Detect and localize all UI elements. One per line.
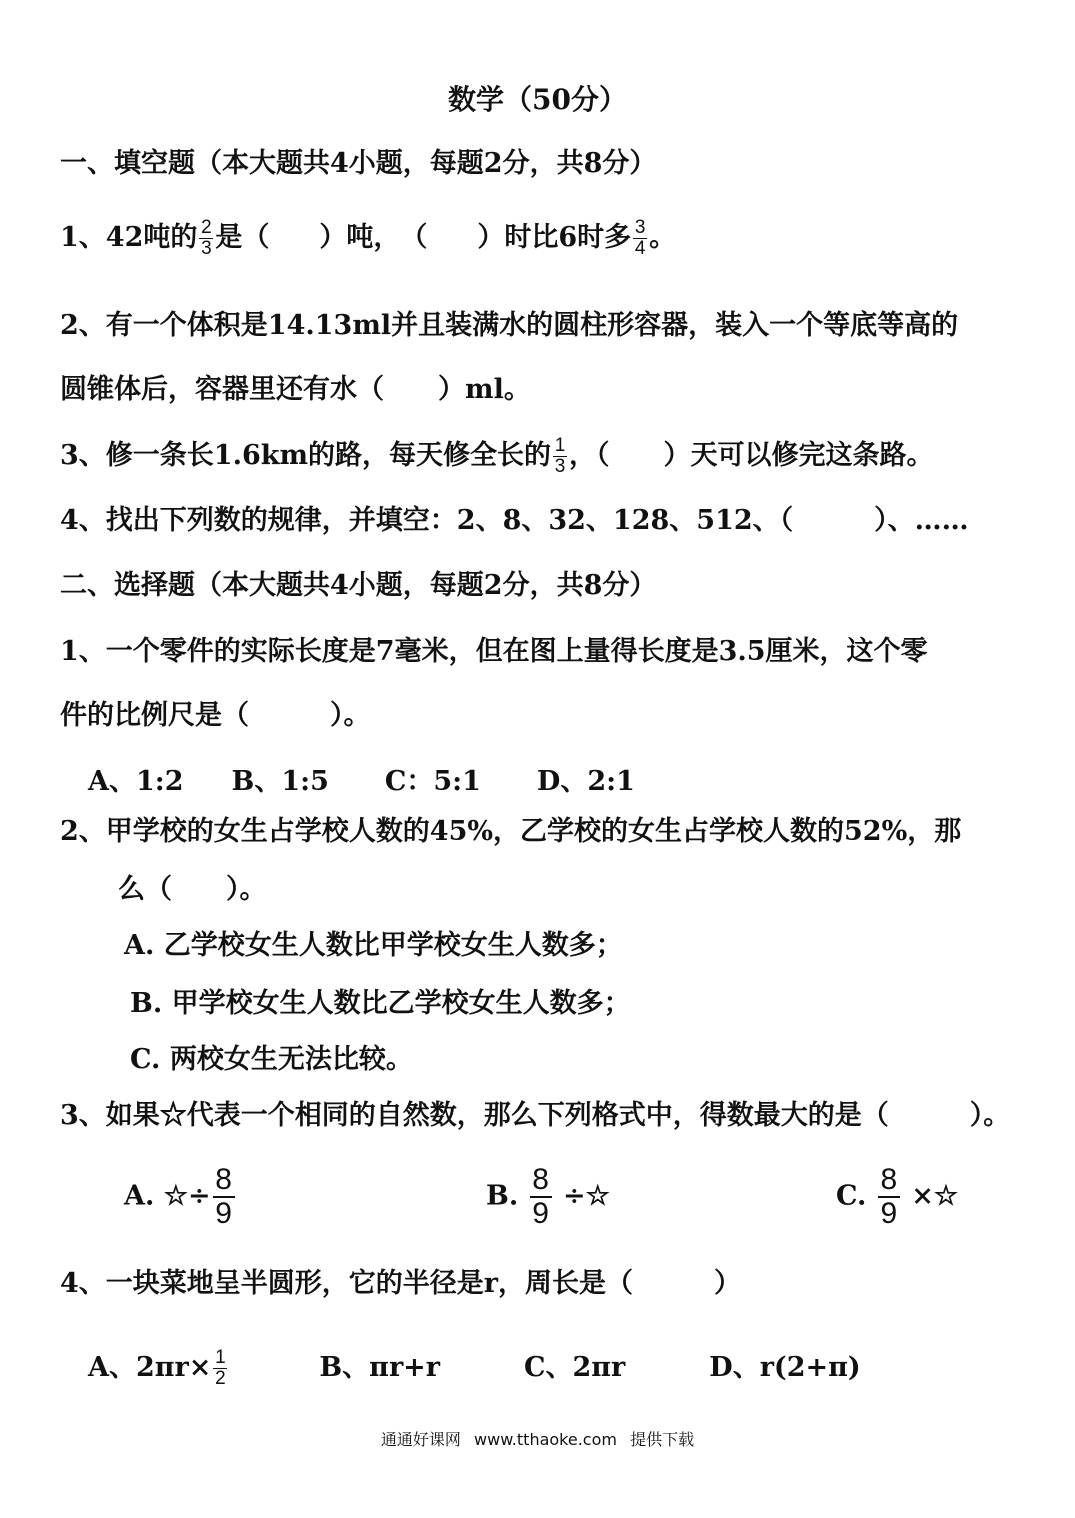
option-d: D、2:1 [536, 766, 635, 797]
question-1-2-line-2: 圆锥体后，容器里还有水（ ）ml。 [60, 374, 531, 405]
question-2-1-line-2: 件的比例尺是（ ）。 [60, 700, 371, 731]
question-2-2-option-a: A. 乙学校女生人数比甲学校女生人数多； [124, 930, 623, 961]
question-1-4: 4、找出下列数的规律，并填空：2、8、32、128、512、（ ）、…… [60, 505, 969, 536]
section-1-heading: 一、填空题（本大题共4小题，每题2分，共8分） [60, 148, 657, 179]
page-title: 数学（50分） [448, 83, 627, 116]
option-b: B、1:5 [231, 766, 329, 797]
question-2-3-option-b: B. $\frac{8}{9}$ ÷☆ [486, 1163, 610, 1230]
footer [0, 1428, 1075, 1452]
question-2-3: 3、如果☆代表一个相同的自然数，那么下列格式中，得数最大的是（ ）。 [60, 1100, 1011, 1131]
fraction: $\frac{8}{9}$ [213, 1164, 235, 1230]
fraction: $\frac{3}{4}$ [634, 217, 646, 259]
fraction: $\frac{8}{9}$ [530, 1164, 552, 1230]
option-c: C：5:1 [384, 766, 481, 797]
question-2-2-option-c: C. 两校女生无法比较。 [130, 1044, 413, 1075]
question-2-1-options [88, 764, 635, 800]
option-d: D、r(2+π) [709, 1352, 861, 1383]
question-2-2-line-1: 2、甲学校的女生占学校人数的45%，乙学校的女生占学校人数的52%，那 [60, 816, 962, 847]
question-1-2-line-1: 2、有一个体积是14.13ml并且装满水的圆柱形容器，装入一个等底等高的 [60, 310, 959, 341]
question-2-3-option-a: A. ☆÷ $\frac{8}{9}$ [124, 1164, 237, 1230]
fraction: $\frac{2}{3}$ [201, 217, 212, 259]
question-2-3-option-c: C. $\frac{8}{9}$ ×☆ [836, 1163, 959, 1230]
footer-site: 通通好课网 [380, 1430, 461, 1449]
question-2-4-options [88, 1348, 861, 1389]
footer-url[interactable]: www.tthaoke.com [474, 1430, 617, 1449]
option-b: B、πr+r [319, 1352, 441, 1383]
fraction: $\frac{1}{3}$ [554, 435, 566, 477]
question-2-2-option-b: B. 甲学校女生人数比乙学校女生人数多； [130, 988, 631, 1019]
option-c: C、2πr [524, 1352, 626, 1383]
question-2-2-line-2: 么（ ）。 [118, 874, 267, 905]
option-a: A、2πr× $\frac{1}{2}$ [88, 1347, 226, 1389]
fraction: $\frac{1}{2}$ [215, 1347, 226, 1389]
question-1-3: 3、修一条长1.6km的路，每天修全长的 $\frac{1}{3}$ ，（ ）天可以修完这条路。 [60, 435, 934, 477]
question-1-1: 1、42吨的 $\frac{2}{3}$ 是（ ）吨， （ ）时比6时多 $\frac{3}{4}$ 。 [60, 217, 677, 259]
question-2-4: 4、一块菜地呈半圆形，它的半径是r，周长是（ ） [60, 1268, 742, 1299]
question-2-1-line-1: 1、一个零件的实际长度是7毫米，但在图上量得长度是3.5厘米，这个零 [60, 636, 928, 667]
option-a: A、1:2 [88, 766, 184, 797]
fraction: $\frac{8}{9}$ [878, 1164, 900, 1230]
footer-suffix: 提供下载 [630, 1430, 695, 1449]
section-2-heading: 二、选择题（本大题共4小题，每题2分，共8分） [60, 570, 657, 601]
